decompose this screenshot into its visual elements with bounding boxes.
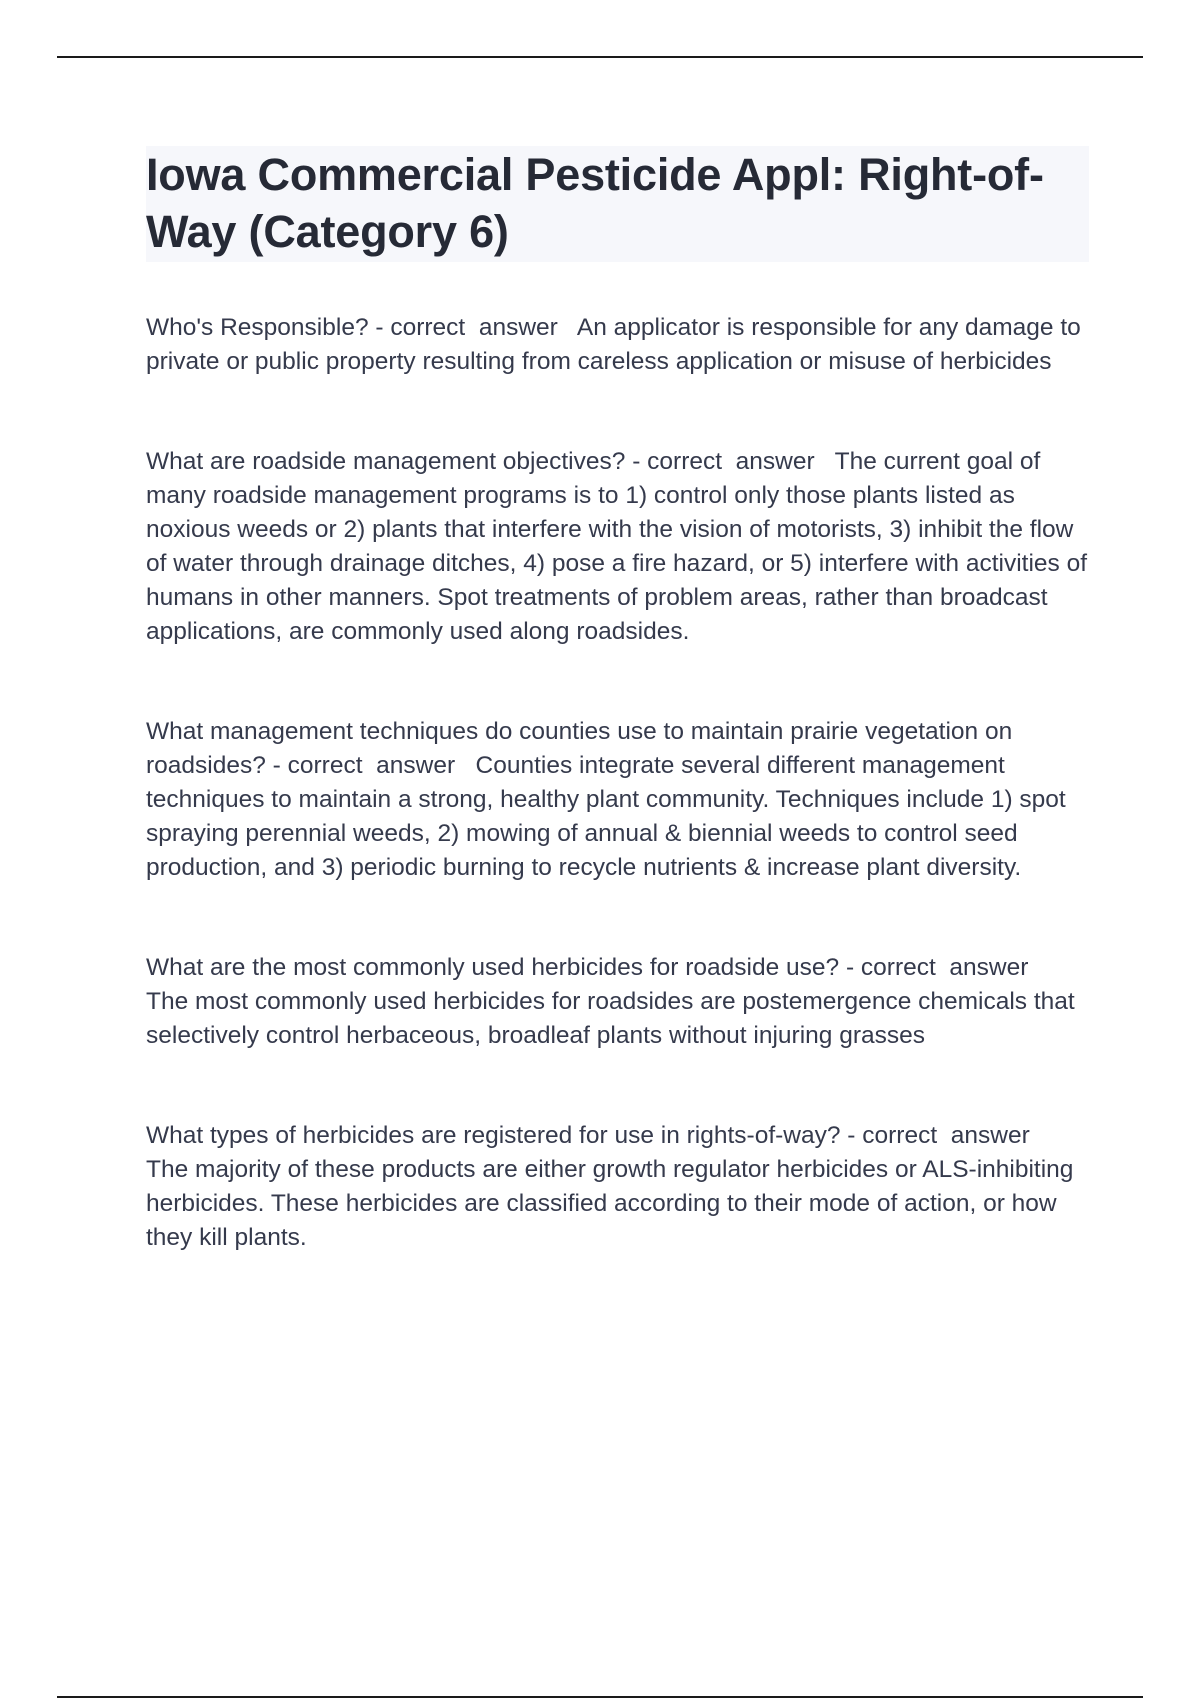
document-title: Iowa Commercial Pesticide Appl: Right-of-Way (Category 6) (146, 149, 1044, 257)
qa-list (146, 311, 1094, 1255)
question-text: What types of herbicides are registered for use in rights-of-way? (146, 1122, 841, 1149)
qa-item (146, 311, 1089, 379)
title-block (146, 146, 1089, 262)
document-body (146, 146, 1094, 1321)
qa-item (146, 445, 1094, 649)
question-text: What are the most commonly used herbicides for roadside use? (146, 954, 840, 981)
answer-text: The majority of these products are either growth regulator herbicides or ALS-inhibiting herbicides. These herbicides are classified according to their mode of action, or how they kill plants. (146, 1156, 1081, 1251)
answer-separator: - correct answer (368, 314, 577, 341)
top-rule (57, 56, 1143, 58)
question-text: What are roadside management objectives? (146, 448, 626, 475)
bottom-rule (57, 1696, 1143, 1698)
answer-separator: - correct answer (625, 448, 835, 475)
question-text: What management techniques do counties use to maintain prairie vegetation on roadsides? (146, 718, 1020, 779)
answer-text: An applicator is responsible for any damage to private or public property resulting from careless application or misuse of herbicides (146, 314, 1088, 375)
answer-separator: - correct answer (265, 752, 476, 779)
answer-text: The most commonly used herbicides for roadsides are postemergence chemicals that selectively control herbaceous, broadleaf plants without injuring grasses (146, 988, 1082, 1049)
qa-item (146, 1119, 1089, 1255)
qa-item (146, 951, 1089, 1053)
answer-separator: - correct answer (839, 954, 1049, 981)
answer-text: The current goal of many roadside management programs is to 1) control only those plants listed as noxious weeds or 2) plants that interfere with the vision of motorists, 3) inhibit the flow of water through drainage ditches, 4) pose a fire hazard, or 5) interfere with activities of humans in other manners. Spot treatments of problem areas, rather than broadcast applications, are commonly used along roadsides. (146, 448, 1094, 645)
answer-separator: - correct answer (840, 1122, 1050, 1149)
question-text: Who's Responsible? (146, 314, 369, 341)
qa-item (146, 715, 1089, 885)
answer-text: Counties integrate several different management techniques to maintain a strong, healthy plant community. Techniques include 1) spot spraying perennial weeds, 2) mowing of annual & biennial weeds to control seed production, and 3) periodic burning to recycle nutrients & increase plant diversity. (146, 752, 1073, 881)
